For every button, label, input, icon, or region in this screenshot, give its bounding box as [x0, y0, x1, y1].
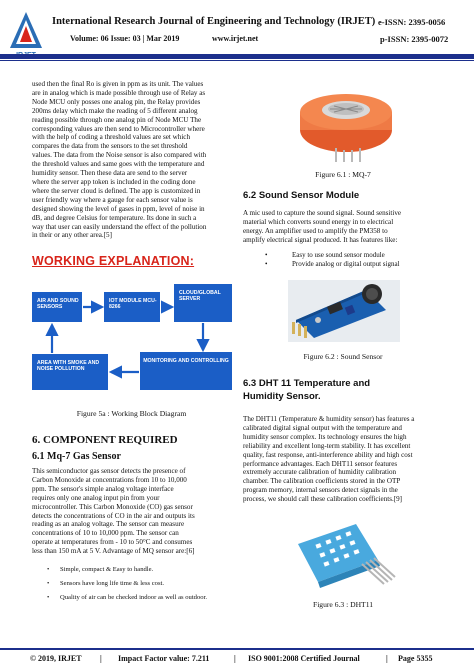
bullet-icon: •	[265, 260, 268, 268]
block-monitoring: MONITORING AND CONTROLLING	[140, 352, 232, 390]
footer-iso: ISO 9001:2008 Certified Journal	[248, 654, 360, 663]
list-item: • Quality of air can be checked indoor as well as outdoor.	[47, 594, 208, 601]
dht11-paragraph: The DHT11 (Temperature & humidity sensor) has features a calibrated digital signal output with the temperature and humidity sensor complex. Its technology ensures the high reliability and excellent long-term stability. It has excellent quality, fast response, anti-interference ability and high cost performance advantages. Each DHT11 sensor features extremely accurate calibration of humidity calibration chamber. The calibration coefficients stored in the OTP program memory, internal sensors detect signals in the process, we should call these calibration coefficients.[9]	[243, 415, 415, 504]
header-rule-thin	[0, 60, 474, 61]
bullet-icon: •	[47, 566, 50, 573]
figure-6-1-caption: Figure 6.1 : MQ-7	[315, 170, 371, 179]
section-6-1-heading: 6.1 Mq-7 Gas Sensor	[32, 451, 121, 462]
footer-rule	[0, 648, 474, 650]
intro-paragraph: used then the final Ro is given in ppm as its unit. The values are in analog which is made possible through use of Relay as Node MCU only posses one analog pin, the Relay provides 200ms delay which make the reading of 5 different analog reading possible through one analog pin of Node MCU The corresponding values are then send to Microcontroller where with the help of coding a threshold values are set which compares the data from the sensors to the set threshold values. The data from the Noise sensor is also compared with the threshold values and same goes with the temperature and humidity sensor. Then these data are send to the server where the server app token is included in the coding done where the server cloud is defined. The app is customized in user friendly way where a gauge for each sensor value is designed showing the level of gases in ppm, level of noise in dB, and degree Celsius for temperature. Its done in such a way that user can easily understand the effect of the pollution in their or any other area.[5]	[32, 80, 207, 240]
block-pollution-area: AREA WITH SMOKE AND NOISE POLLUTION	[32, 354, 108, 390]
block-cloud-server: CLOUD/GLOBAL SERVER	[174, 284, 232, 322]
e-issn: e-ISSN: 2395-0056	[378, 17, 446, 27]
volume-issue: Volume: 06 Issue: 03 | Mar 2019	[70, 34, 180, 43]
page-header	[0, 0, 474, 72]
list-item: • Sensors have long life time & less cost.	[47, 580, 165, 587]
list-item: • Easy to use sound sensor module	[265, 251, 385, 259]
section-6-3-heading-line2: Humidity Sensor.	[243, 391, 321, 402]
website-link[interactable]: www.irjet.net	[212, 34, 259, 43]
figure-5a-caption: Figure 5a : Working Block Diagram	[76, 409, 187, 418]
bullet-icon: •	[265, 251, 268, 259]
working-explanation-heading: WORKING EXPLANATION:	[32, 254, 195, 268]
figure-6-3-caption: Figure 6.3 : DHT11	[312, 600, 374, 609]
list-item: • Simple, compact & Easy to handle.	[47, 566, 154, 573]
bullet-icon: •	[47, 580, 50, 587]
footer-page-number: Page 5355	[398, 654, 433, 663]
block-sensors: AIR AND SOUND SENSORS	[32, 292, 82, 322]
section-6-heading: 6. COMPONENT REQUIRED	[32, 434, 178, 446]
mq7-advantages-list	[44, 566, 219, 608]
sound-features-list	[262, 251, 442, 274]
diagram-arrows	[32, 278, 232, 393]
sound-paragraph: A mic used to capture the sound signal. Sound sensitive material which converts sound energy in to electrical energy. An amplifier used to amplify the PM358 to amplify electrical signal produced. It has features like:	[243, 209, 402, 244]
block-iot-module: IOT MODULE MCU-8266	[104, 292, 160, 322]
sound-sensor-image	[288, 280, 400, 342]
mq7-sensor-image	[298, 90, 394, 162]
list-item: • Provide analog or digital output signal	[265, 260, 400, 268]
section-6-3-heading-line1: 6.3 DHT 11 Temperature and	[243, 378, 371, 389]
header-rule	[0, 54, 474, 59]
p-issn: p-ISSN: 2395-0072	[380, 34, 449, 44]
dht11-sensor-image	[292, 520, 396, 592]
bullet-icon: •	[47, 594, 50, 601]
footer-impact-factor: Impact Factor value: 7.211	[118, 654, 210, 663]
footer-copyright: © 2019, IRJET	[30, 654, 82, 663]
working-block-diagram	[32, 278, 232, 393]
irjet-logo-icon	[8, 10, 44, 50]
section-6-2-heading: 6.2 Sound Sensor Module	[243, 190, 360, 201]
page-footer: © 2019, IRJET | Impact Factor value: 7.211 | ISO 9001:2008 Certified Journal | Page 5355	[30, 654, 433, 663]
journal-title: International Research Journal of Engineering and Technology (IRJET)	[52, 16, 376, 27]
figure-6-2-caption: Figure 6.2 : Sound Sensor	[303, 352, 383, 361]
mq7-paragraph: This semiconductor gas sensor detects the presence of Carbon Monoxide at concentrations from 10 to 10,000 ppm. The sensor's simple analog voltage interface requires only one analog input pin from your microcontroller. This Carbon Monoxide (CO) gas sensor detects the concentrations of CO in the air and outputs its reading as an analog voltage. The sensor can measure concentrations of 10 to 10,000 ppm. The sensor can operate at temperatures from - 10 to 50°C and consumes less than 150 mA at 5 V. Advantage of MQ sensor are:[6]	[32, 467, 195, 556]
